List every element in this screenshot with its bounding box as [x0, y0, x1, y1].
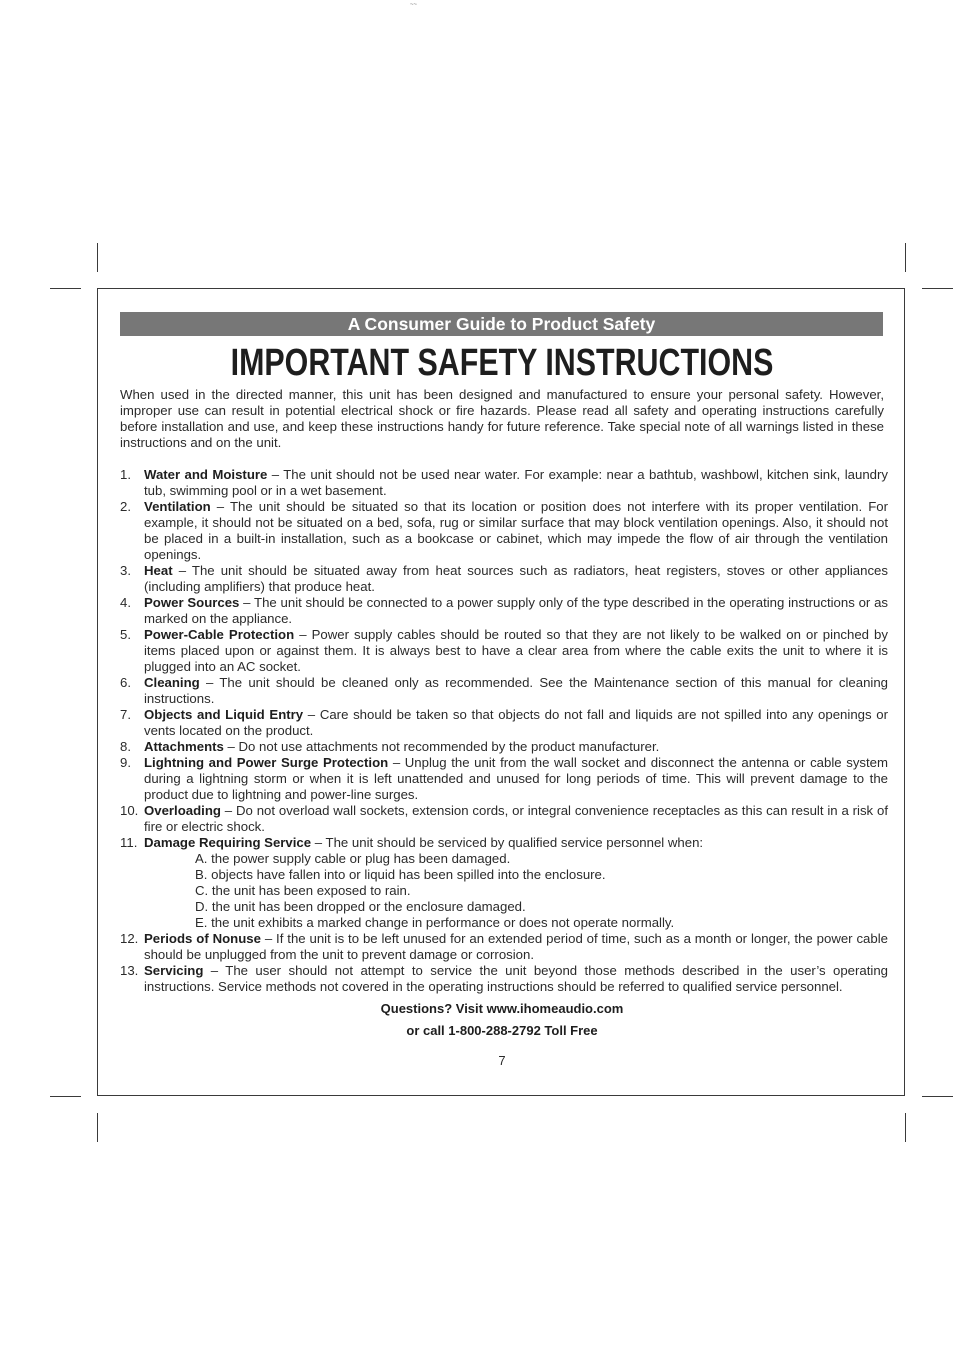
item-text: – The unit should be serviced by qualified service personnel when:	[311, 835, 704, 850]
item-text: – Care should be taken so that objects do not fall and liquids are not spilled into any openings or vents located on the product.	[144, 707, 888, 738]
item-title: Objects and Liquid Entry	[144, 707, 304, 722]
page-frame	[97, 288, 905, 1096]
item-title: Power Sources	[144, 595, 240, 610]
list-item	[120, 499, 888, 563]
item-title: Water and Moisture	[144, 467, 268, 482]
sub-list	[144, 851, 888, 931]
list-item	[120, 739, 888, 755]
sub-list-item: E. the unit exhibits a marked change in performance or does not operate normally.	[195, 915, 675, 930]
list-item	[120, 707, 888, 739]
website-line: Questions? Visit www.ihomeaudio.com	[380, 1001, 624, 1016]
item-text: – Do not overload wall sockets, extension cords, or integral convenience receptacles as this can result in a risk of fire or electric shock.	[144, 803, 888, 834]
sub-list-item: C. the unit has been exposed to rain.	[195, 883, 411, 898]
item-number: 11.	[120, 835, 138, 850]
item-text: – Do not use attachments not recommended by the product manufacturer.	[223, 739, 660, 754]
item-text: – The unit should be situated away from heat sources such as radiators, heat registers, stoves or other appliances (including amplifiers) that produce heat.	[144, 563, 888, 594]
item-number: 10.	[120, 803, 139, 818]
list-item	[120, 563, 888, 595]
crop-mark	[922, 1096, 953, 1097]
crop-mark	[50, 288, 81, 289]
item-number: 9.	[120, 755, 131, 770]
item-number: 6.	[120, 675, 131, 690]
crop-mark	[905, 243, 906, 272]
item-title: Attachments	[144, 739, 224, 754]
sub-list-item: D. the unit has been dropped or the enclosure damaged.	[195, 899, 526, 914]
header-banner: A Consumer Guide to Product Safety	[120, 312, 883, 336]
list-item	[120, 467, 888, 499]
list-item	[120, 595, 888, 627]
contact-footer	[120, 1001, 884, 1039]
phone-line: or call 1-800-288-2792 Toll Free	[406, 1023, 598, 1038]
item-text: – The unit should not be used near water. For example: near a bathtub, washbowl, kitchen sink, laundry tub, swimming pool or in a wet basement.	[144, 467, 888, 498]
item-text: – The unit should be cleaned only as recommended. See the Maintenance section of this manual for cleaning instructions.	[144, 675, 888, 706]
item-title: Cleaning	[144, 675, 200, 690]
sub-list-item: B. objects have fallen into or liquid has been spilled into the enclosure.	[195, 867, 606, 882]
item-title: Ventilation	[144, 499, 211, 514]
item-number: 3.	[120, 563, 131, 578]
item-number: 5.	[120, 627, 131, 642]
list-item	[120, 803, 888, 835]
item-title: Heat	[144, 563, 173, 578]
item-text: – If the unit is to be left unused for an extended period of time, such as a month or longer, the power cable should be unplugged from the unit to prevent damage or corrosion.	[144, 931, 888, 962]
item-title: Servicing	[144, 963, 204, 978]
printer-mark: ~~	[410, 2, 418, 8]
item-number: 13.	[120, 963, 139, 978]
item-title: Periods of Nonuse	[144, 931, 261, 946]
list-item	[120, 627, 888, 675]
document-body	[120, 387, 888, 1069]
item-title: Overloading	[144, 803, 221, 818]
page-title: IMPORTANT SAFETY INSTRUCTIONS	[230, 342, 774, 384]
intro-paragraph: When used in the directed manner, this unit has been designed and manufactured to ensure your personal safety. However, improper use can result in potential electrical shock or fire hazards. Please read all safety and operating instructions carefully before installation and use, and keep these instructions handy for future reference. Take special note of all warnings listed in these instructions and on the unit.	[120, 387, 884, 450]
list-item	[120, 835, 888, 931]
item-number: 12.	[120, 931, 139, 946]
crop-mark	[905, 1113, 906, 1142]
item-text: – Unplug the unit from the wall socket and disconnect the antenna or cable system during a lightning storm or when it is left unattended and unused for long periods of time. This will prevent damage to the product due to lightning and power-line surges.	[144, 755, 888, 802]
item-number: 7.	[120, 707, 131, 722]
list-item	[120, 931, 888, 963]
crop-mark	[97, 243, 98, 272]
crop-mark	[922, 288, 953, 289]
list-item	[120, 755, 888, 803]
list-item	[120, 963, 888, 995]
item-number: 1.	[120, 467, 131, 482]
item-title: Lightning and Power Surge Protection	[144, 755, 389, 770]
sub-list-item: A. the power supply cable or plug has been damaged.	[195, 851, 511, 866]
item-text: – The unit should be connected to a power supply only of the type described in the operating instructions or as marked on the appliance.	[144, 595, 888, 626]
item-number: 4.	[120, 595, 131, 610]
item-title: Damage Requiring Service	[144, 835, 312, 850]
item-number: 2.	[120, 499, 131, 514]
page-number: 7	[498, 1053, 506, 1068]
item-text: – Power supply cables should be routed so that they are not likely to be walked on or pinched by items placed upon or against them. It is always best to have a clear area from where the cable exits the unit to where it is plugged into an AC socket.	[144, 627, 888, 674]
item-title: Power-Cable Protection	[144, 627, 295, 642]
safety-list	[120, 467, 888, 995]
item-number: 8.	[120, 739, 131, 754]
crop-mark	[50, 1096, 81, 1097]
item-text: – The unit should be situated so that its location or position does not interfere with its proper ventilation. For example, it should not be situated on a bed, sofa, rug or similar surface that may block ventilation openings. Also, it should not be placed in a built-in installation, such as a bookcase or cabinet, which may impede the flow of air through the ventilation openings.	[144, 499, 888, 562]
crop-mark	[97, 1113, 98, 1142]
item-text: – The user should not attempt to service the unit beyond those methods described in the user’s operating instructions. Service methods not covered in the operating instructions should be referred to qualified service personnel.	[144, 963, 888, 994]
list-item	[120, 675, 888, 707]
